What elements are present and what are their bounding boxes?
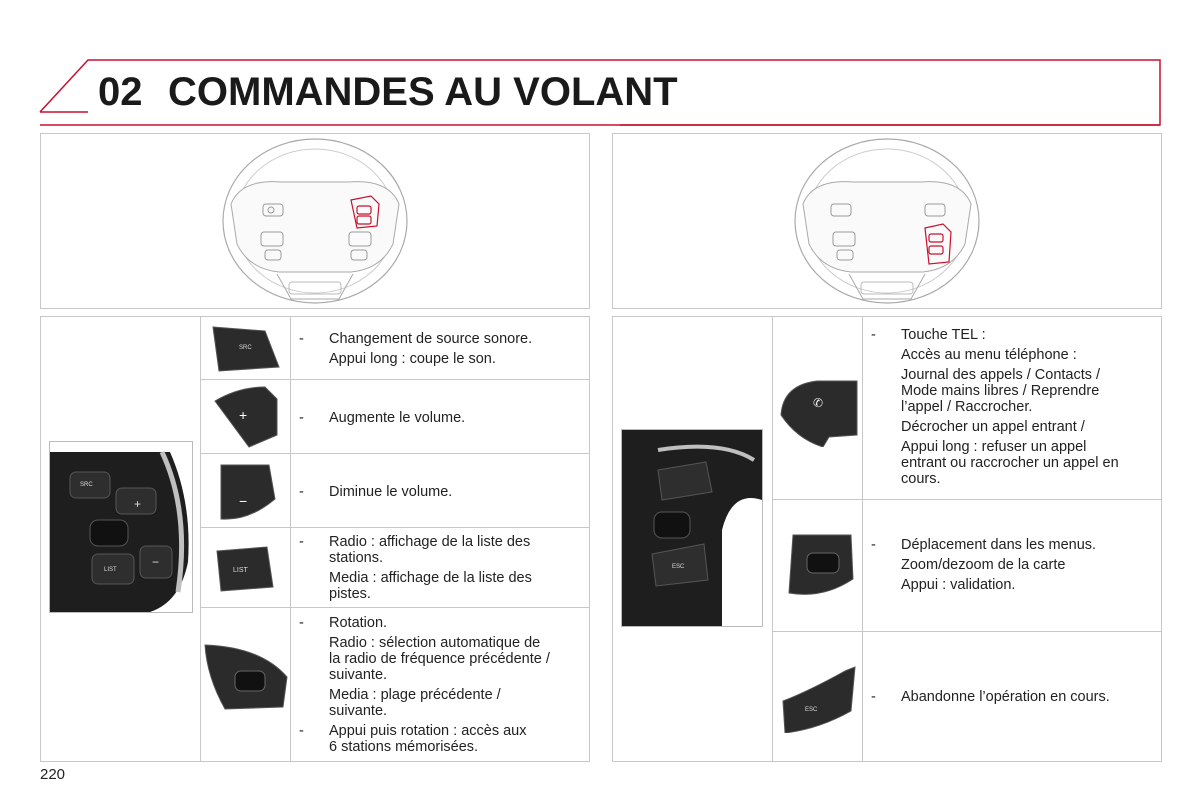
description-entry [299, 351, 584, 367]
text-line: Abandonne l’opération en cours. [901, 689, 1110, 705]
description-entry [299, 484, 584, 500]
entry-text [329, 635, 550, 683]
description-entry [871, 577, 1156, 593]
row-thumbwheel-description [299, 615, 584, 759]
chapter-number: 02 [98, 70, 143, 114]
row-volume-down-description [299, 484, 584, 504]
text-line: Changement de source sonore. [329, 331, 533, 347]
entry-text [901, 347, 1077, 363]
list-button-icon: LIST [209, 535, 283, 599]
bullet-dash [871, 367, 901, 415]
text-line: Déplacement dans les menus. [901, 537, 1097, 553]
text-line: suivante. [329, 667, 388, 683]
volume-up-button-icon: + [209, 385, 283, 449]
text-line: Appui : validation. [901, 577, 1016, 593]
description-entry [299, 410, 584, 426]
text-line: la radio de fréquence précédente / [329, 651, 550, 667]
bullet-dash: - [299, 615, 304, 631]
bullet-dash: - [299, 410, 304, 426]
text-line: Augmente le volume. [329, 410, 466, 426]
entry-text [901, 537, 1096, 553]
entry-text [329, 723, 526, 755]
bullet-dash [871, 557, 901, 573]
row-list-description [299, 534, 584, 606]
bullet-dash [299, 635, 329, 683]
text-line: Media : plage précédente / [329, 687, 501, 703]
text-line: Appui puis rotation : accès aux [329, 723, 527, 739]
bullet-dash: - [299, 484, 304, 500]
text-line: Mode mains libres / Reprendre [901, 383, 1100, 399]
description-entry [299, 635, 584, 683]
page-title: COMMANDES AU VOLANT [168, 70, 678, 114]
entry-text [901, 327, 986, 343]
description-entry [871, 689, 1156, 705]
description-entry [871, 327, 1156, 343]
entry-text [329, 534, 530, 566]
description-entry [299, 615, 584, 631]
entry-text [329, 331, 532, 347]
text-line: Zoom/dezoom de la carte [901, 557, 1066, 573]
description-entry [299, 534, 584, 566]
text-line: Touche TEL : [901, 327, 986, 343]
volume-down-button-icon: − [209, 459, 283, 523]
bullet-dash: - [299, 723, 304, 739]
src-mute-button-icon: SRC [209, 323, 283, 375]
right-controls-table [612, 316, 1162, 762]
entry-text [329, 410, 465, 426]
text-line: Appui long : coupe le son. [329, 351, 496, 367]
photo-label-esc: ESC [672, 564, 685, 570]
text-line: l’appel / Raccrocher. [901, 399, 1033, 415]
text-line: Media : affichage de la liste des [329, 570, 532, 586]
bullet-dash [299, 570, 329, 602]
entry-text [329, 351, 496, 367]
bullet-dash: - [299, 331, 304, 347]
bullet-dash [871, 419, 901, 435]
right-control-photo [621, 429, 763, 627]
description-entry [299, 687, 584, 719]
description-entry [871, 557, 1156, 573]
left-control-photo [49, 441, 193, 613]
bullet-dash [871, 347, 901, 363]
row-volume-up-description [299, 410, 584, 430]
entry-text [901, 367, 1100, 415]
entry-text [901, 419, 1085, 435]
text-line: pistes. [329, 586, 371, 602]
esc-button-icon: ESC [779, 663, 859, 733]
svg-text:✆: ✆ [813, 396, 824, 410]
description-entry [871, 439, 1156, 487]
bullet-dash [871, 439, 901, 487]
text-line: Radio : affichage de la liste des [329, 534, 531, 550]
entry-text [901, 439, 1119, 487]
steering-wheel-diagram-left [40, 133, 590, 309]
bullet-dash [299, 687, 329, 719]
text-line: stations. [329, 550, 383, 566]
entry-text [901, 577, 1015, 593]
entry-text [901, 689, 1110, 705]
entry-text [329, 484, 452, 500]
tel-button-icon [777, 377, 861, 447]
steering-wheel-diagram-right [612, 133, 1162, 309]
text-line: Appui long : refuser un appel [901, 439, 1087, 455]
bullet-dash: - [871, 327, 876, 343]
page-header [0, 0, 1200, 130]
bullet-dash [871, 577, 901, 593]
row-esc-description [871, 689, 1156, 709]
row-tel-description [871, 327, 1156, 491]
entry-text [329, 615, 387, 631]
bullet-dash [299, 351, 329, 367]
photo-label-src: SRC [80, 482, 93, 488]
text-line: 6 stations mémorisées. [329, 739, 479, 755]
left-controls-table [40, 316, 590, 762]
text-line: Rotation. [329, 615, 388, 631]
steering-wheel-icon [41, 134, 589, 308]
photo-label-list: LIST [104, 567, 117, 573]
description-entry [299, 570, 584, 602]
svg-text:−: − [152, 555, 160, 569]
description-entry [871, 419, 1156, 435]
bullet-dash: - [871, 537, 876, 553]
text-line: Journal des appels / Contacts / [901, 367, 1101, 383]
text-line: Radio : sélection automatique de [329, 635, 541, 651]
description-entry [871, 367, 1156, 415]
row-menu-thumbwheel-description [871, 537, 1156, 597]
text-line: Accès au menu téléphone : [901, 347, 1077, 363]
description-entry [871, 537, 1156, 553]
text-line: Diminue le volume. [329, 484, 453, 500]
text-line: entrant ou raccrocher un appel en [901, 455, 1119, 471]
description-entry [871, 347, 1156, 363]
steering-wheel-icon [613, 134, 1161, 308]
bullet-dash: - [299, 534, 304, 550]
text-line: Décrocher un appel entrant / [901, 419, 1085, 435]
menu-thumbwheel-button-icon [783, 529, 857, 601]
bullet-dash: - [871, 689, 876, 705]
thumbwheel-button-icon [201, 637, 289, 711]
page-number: 220 [40, 766, 66, 783]
entry-text [329, 570, 532, 602]
description-entry [299, 723, 584, 755]
description-entry [299, 331, 584, 347]
text-line: suivante. [329, 703, 388, 719]
entry-text [901, 557, 1065, 573]
entry-text [329, 687, 501, 719]
row-src-mute-description [299, 331, 584, 371]
text-line: cours. [901, 471, 941, 487]
svg-text:+: + [134, 497, 142, 511]
